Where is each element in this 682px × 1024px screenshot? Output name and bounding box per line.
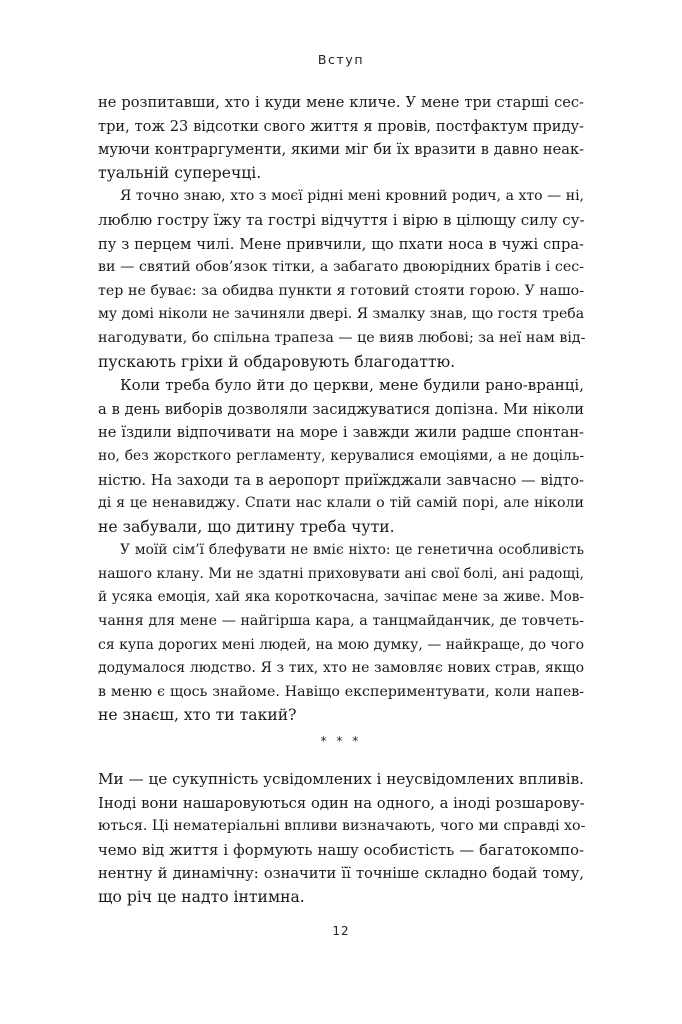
text-line: не їздили відпочивати на море і завжди жили радше спонтан- xyxy=(98,424,584,442)
text-line: тер не буває: за обидва пункти я готовий стояти горою. У нашо- xyxy=(98,282,584,299)
body-text-section-1 xyxy=(98,91,584,728)
text-line: Коли треба було йти до церкви, мене будили рано-вранці, xyxy=(120,376,584,395)
text-line: Я точно знаю, хто з моєї рідні мені кровний родич, а хто — ні, xyxy=(120,188,584,205)
text-line: не забували, що дитину треба чути. xyxy=(98,517,395,536)
text-line: но, без жорсткого регламенту, керувалися емоціями, а не доціль- xyxy=(98,447,584,464)
text-line: чання для мене — найгірша кара, а танцмайданчик, де товчеть- xyxy=(98,613,584,630)
text-line: пускають гріхи й обдаровують благодаттю. xyxy=(98,352,456,371)
text-line: три, тож 23 відсотки свого життя я провів, постфактум приду- xyxy=(98,117,584,135)
text-line: муючи контраргументи, якими міг би їх вразити в давно неак- xyxy=(98,141,584,159)
text-line: туальній суперечці. xyxy=(98,163,262,182)
text-line: що річ це надто інтимна. xyxy=(98,887,305,906)
text-line: ністю. На заходи та в аеропорт приїжджали завчасно — відто- xyxy=(98,471,584,489)
text-line: нагодувати, бо спільна трапеза — це вияв любові; за неї нам від- xyxy=(98,329,586,346)
text-line: ді я це ненавиджу. Спати нас клали о тій самій порі, але ніколи xyxy=(98,495,584,512)
text-line: Ми — це сукупність усвідомлених і неусвідомлених впливів. xyxy=(98,770,584,788)
section-separator: * * * xyxy=(320,734,362,748)
body-text-section-2 xyxy=(98,768,584,910)
text-line: му домі ніколи не зачиняли двері. Я змалку знав, що гостя треба xyxy=(98,306,585,323)
text-line: й усяка емоція, хай яка короткочасна, зачіпає мене за живе. Мов- xyxy=(98,589,584,606)
running-head-title: Вступ xyxy=(317,52,365,67)
text-line: а в день виборів дозволяли засиджуватися допізна. Ми ніколи xyxy=(98,400,584,418)
text-line: У моїй сім’ї блефувати не вміє ніхто: це генетична особливість xyxy=(120,542,584,559)
text-line: ся купа дорогих мені людей, на мою думку, — найкраще, до чого xyxy=(98,636,584,653)
text-line: нашого клану. Ми не здатні приховувати ані свої болі, ані радощі, xyxy=(98,565,584,582)
text-line: не знаєш, хто ти такий? xyxy=(98,706,297,725)
text-line: ви — святий обов’язок тітки, а забагато двоюрідних братів і сес- xyxy=(98,259,584,276)
text-line: в меню є щось знайоме. Навіщо експериментувати, коли напев- xyxy=(98,683,584,700)
text-line: пу з перцем чилі. Мене привчили, що пхати носа в чужі спра- xyxy=(98,235,584,253)
text-line: Іноді вони нашаровуються один на одного, а іноді розшарову- xyxy=(98,794,585,812)
page-number: 12 xyxy=(332,924,350,938)
text-line: не розпитавши, хто і куди мене кличе. У мене три старші сес- xyxy=(98,94,584,111)
text-line: люблю гостру їжу та гострі відчуття і вірю в цілющу силу су- xyxy=(98,210,585,229)
text-line: чемо від життя і формують нашу особистість — багатокомпо- xyxy=(98,841,584,859)
text-line: ються. Ці нематеріальні впливи визначають, чого ми справді хо- xyxy=(98,818,586,835)
text-line: нентну й динамічну: означити її точніше складно бодай тому, xyxy=(98,865,584,883)
text-line: додумалося людство. Я з тих, хто не замовляє нових страв, якщо xyxy=(98,660,584,677)
